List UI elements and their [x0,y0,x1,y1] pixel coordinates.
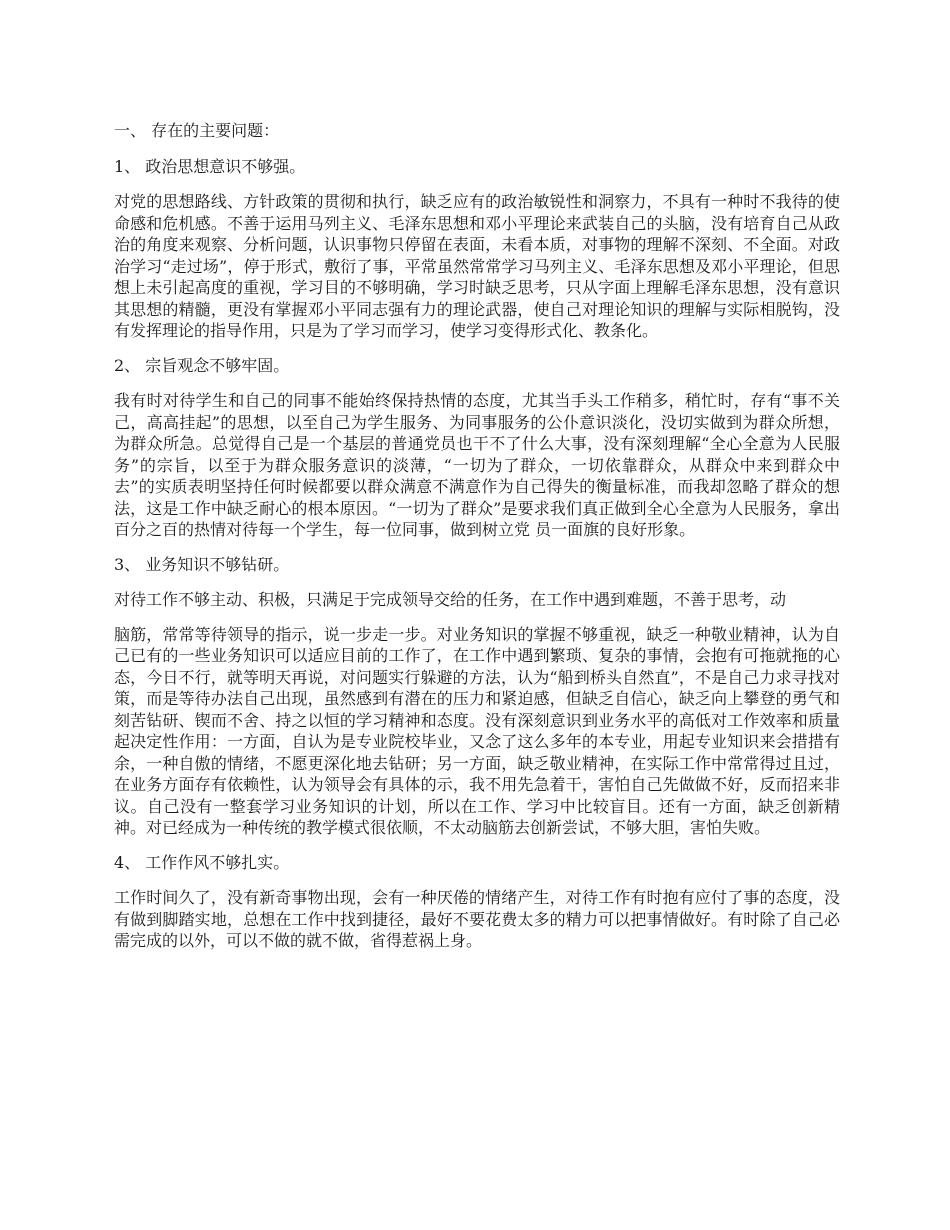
item-1-heading: 1、 政治思想意识不够强。 [114,156,306,176]
item-3-paragraph-1: 对待工作不够主动、积极，只满足于完成领导交给的任务，在工作中遇到难题，不善于思考，动 [114,590,787,609]
item-3-paragraph-2: 脑筋，常常等待领导的指示，说一步走一步。对业务知识的掌握不够重视，缺乏一种敬业精神，认为自己已有的一些业务知识可以适应目前的工作了，在工作中遇到繁琐、复杂的事情，会抱有可拖就拖的心态，今日不行，就等明天再说，对问题实行躲避的方法，认为“船到桥头自然直”，不是自己力求寻找对策，而是等待办法自己出现，虽然感到有潜在的压力和紧迫感，但缺乏自信心，缺乏向上攀登的勇气和刻苦钻研、锲而不舍、持之以恒的学习精神和态度。没有深刻意识到业务水平的高低对工作效率和质量起决定性作用：一方面，自认为是专业院校毕业，又念了这么多年的本专业，用起专业知识来会措措有余，一种自傲的情绪，不愿更深化地去钻研；另一方面，缺乏敬业精神，在实际工作中常常得过且过，在业务方面存有依赖性，认为领导会有具体的示，我不用先急着干，害怕自己先做做不好，反而招来非议。自己没有一整套学习业务知识的计划，所以在工作、学习中比较盲目。还有一方面，缺乏创新精神。对已经成为一种传统的教学模式很依顺，不太动脑筋去创新尝试，不够大胆，害怕失败。 [114,624,840,837]
item-1-paragraph: 对党的思想路线、方针政策的贯彻和执行，缺乏应有的政治敏锐性和洞察力，不具有一种时不我待的使命感和危机感。不善于运用马列主义、毛泽东思想和邓小平理论来武装自己的头脑，没有培育自己从政治的角度来观察、分析问题，认识事物只停留在表面，未看本质，对事物的理解不深刻、不全面。对政治学习“走过场”，停于形式，敷衍了事，平常虽然常常学习马列主义、毛泽东思想及邓小平理论，但思想上未引起高度的重视，学习目的不够明确，学习时缺乏思考，只从字面上理解毛泽东思想，没有意识其思想的精髓，更没有掌握邓小平同志强有力的理论武器，使自己对理论知识的理解与实际相脱钩，没有发挥理论的指导作用，只是为了学习而学习，使学习变得形式化、教条化。 [114,192,840,340]
item-4-paragraph: 工作时间久了，没有新奇事物出现，会有一种厌倦的情绪产生，对待工作有时抱有应付了事的态度，没有做到脚踏实地，总想在工作中找到捷径，最好不要花费太多的精力可以把事情做好。有时除了自己必需完成的以外，可以不做的就不做，省得惹祸上身。 [114,888,840,950]
item-2-paragraph: 我有时对待学生和自己的同事不能始终保持热情的态度，尤其当手头工作稍多，稍忙时，存有“事不关己，高高挂起”的思想，以至自己为学生服务、为同事服务的公仆意识淡化，没切实做到为群众所想，为群众所急。总觉得自己是一个基层的普通党员也干不了什么大事，没有深刻理解“全心全意为人民服务”的宗旨，以至于为群众服务意识的淡薄，“一切为了群众，一切依靠群众，从群众中来到群众中去”的实质表明坚持任何时候都要以群众满意不满意作为自己得失的衡量标准，而我却忽略了群众的想法，这是工作中缺乏耐心的根本原因。“一切为了群众”是要求我们真正做到全心全意为人民服务，拿出百分之百的热情对待每一个学生，每一位同事，做到树立党 员一面旗的良好形象。 [114,391,840,539]
document-page [114,120,840,965]
section-title: 一、 存在的主要问题： [114,121,280,140]
item-3-heading: 3、 业务知识不够钻研。 [114,554,290,574]
item-4-heading: 4、 工作作风不够扎实。 [114,852,290,872]
item-2-heading: 2、 宗旨观念不够牢固。 [114,355,290,375]
